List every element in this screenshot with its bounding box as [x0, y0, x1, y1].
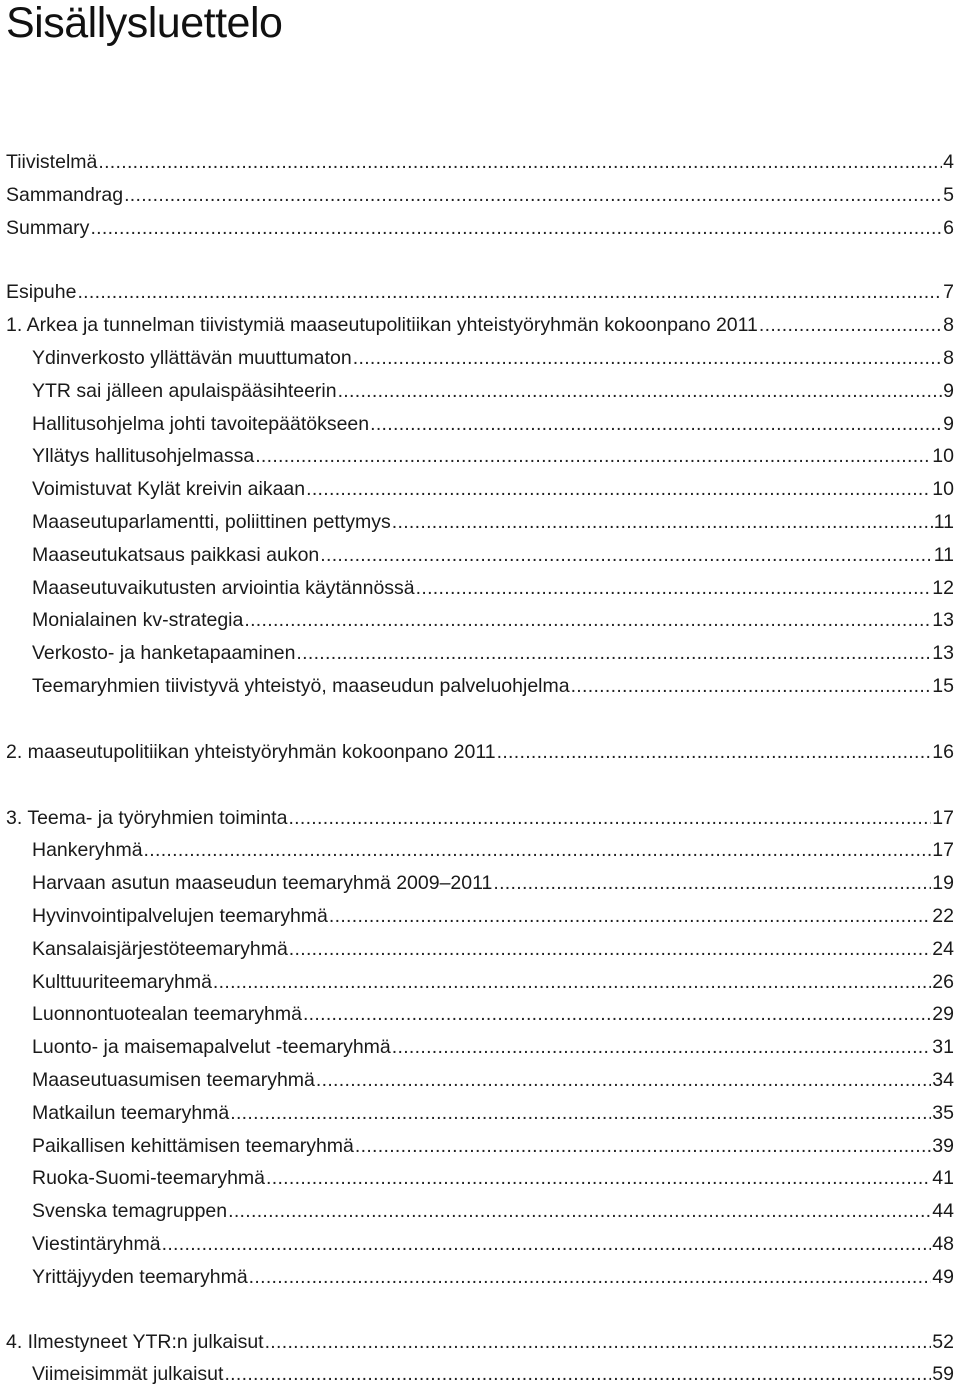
- page-title: Sisällysluettelo: [6, 0, 283, 47]
- toc-page-number: 4: [943, 151, 954, 173]
- toc-entry-title: Matkailun teemaryhmä: [32, 1101, 230, 1124]
- toc-entry[interactable]: [0, 1228, 954, 1261]
- toc-leader-dots: [306, 473, 931, 506]
- toc-entry[interactable]: [0, 1162, 954, 1195]
- toc-leader-dots: [144, 834, 932, 867]
- toc-entry[interactable]: [0, 342, 954, 375]
- toc-page-number: 7: [943, 281, 954, 304]
- toc-entry[interactable]: [0, 834, 954, 867]
- toc-leader-dots: [355, 1130, 931, 1163]
- toc-leader-dots: [213, 966, 931, 999]
- toc-entry[interactable]: [0, 146, 954, 179]
- toc-entry-title: Teemaryhmien tiivistyvä yhteistyö, maaseudun palveluohjelma: [32, 674, 570, 697]
- toc-leader-dots: [416, 572, 932, 605]
- toc-entry[interactable]: [0, 539, 954, 572]
- toc-page-number: 8: [943, 314, 954, 337]
- toc-leader-dots: [98, 146, 942, 179]
- toc-entry-title: Sammandrag: [6, 183, 124, 206]
- toc-entry[interactable]: [0, 1031, 954, 1064]
- toc-leader-dots: [266, 1162, 931, 1195]
- toc-entry[interactable]: [0, 1097, 954, 1130]
- toc-page-number: 11: [933, 543, 954, 566]
- toc-entry-title: Viestintäryhmä: [32, 1232, 161, 1255]
- toc-leader-dots: [316, 1064, 931, 1097]
- toc-leader-dots: [392, 1031, 932, 1064]
- toc-entry[interactable]: [0, 966, 954, 999]
- toc-entry-title: Hallitusohjelma johti tavoitepäätökseen: [32, 412, 370, 435]
- toc-leader-dots: [571, 670, 932, 703]
- toc-entry-title: Yllätys hallitusohjelmassa: [32, 445, 255, 468]
- toc-page-number: 24: [932, 937, 954, 960]
- toc-entry[interactable]: [0, 1261, 954, 1294]
- toc-leader-dots: [353, 342, 942, 375]
- toc-page-number: 10: [932, 478, 954, 501]
- toc-entry[interactable]: [0, 933, 954, 966]
- toc-entry[interactable]: [0, 375, 954, 408]
- toc-page-number: 17: [932, 839, 954, 862]
- toc-page-number: 48: [932, 1232, 954, 1255]
- toc-entry-title: Kansalaisjärjestöteemaryhmä: [32, 937, 288, 960]
- toc-entry-title: 2. maaseutupolitiikan yhteistyöryhmän kokoonpano 2011: [6, 740, 496, 763]
- toc-leader-dots: [162, 1228, 932, 1261]
- toc-entry-title: Hankeryhmä: [32, 839, 143, 862]
- toc-leader-dots: [288, 802, 931, 835]
- toc-page-number: 49: [932, 1265, 954, 1288]
- toc-page-number: 44: [932, 1200, 954, 1223]
- toc-page-number: 16: [932, 740, 954, 763]
- toc-entry[interactable]: [0, 440, 954, 473]
- toc-entry-title: Monialainen kv-strategia: [32, 609, 244, 632]
- toc-leader-dots: [228, 1195, 931, 1228]
- toc-entry-title: Paikallisen kehittämisen teemaryhmä: [32, 1134, 354, 1157]
- toc-entry-title: Maaseutukatsaus paikkasi aukon: [32, 543, 320, 566]
- toc-leader-dots: [249, 1261, 932, 1294]
- toc-page-number: 22: [932, 904, 954, 927]
- toc-leader-dots: [224, 1358, 931, 1391]
- toc-entry[interactable]: [0, 637, 954, 670]
- toc-entry[interactable]: [0, 670, 954, 703]
- toc-entry-title: Voimistuvat Kylät kreivin aikaan: [32, 478, 306, 501]
- toc-entry[interactable]: [0, 572, 954, 605]
- toc-group: [0, 276, 960, 702]
- toc-entry-title: 4. Ilmestyneet YTR:n julkaisut: [6, 1330, 264, 1353]
- toc-group: [0, 146, 960, 244]
- toc-entry-title: Harvaan asutun maaseudun teemaryhmä 2009–2011: [32, 872, 493, 895]
- toc-entry[interactable]: [0, 276, 954, 309]
- toc-entry-title: Maaseutuparlamentti, poliittinen pettymys: [32, 510, 391, 533]
- toc-entry-title: 1. Arkea ja tunnelman tiivistymiä maaseutupolitiikan yhteistyöryhmän kokoonpano 2011: [6, 314, 758, 337]
- toc-entry-title: Hyvinvointipalvelujen teemaryhmä: [32, 904, 328, 927]
- toc-entry-title: 3. Teema- ja työryhmien toiminta: [6, 806, 288, 829]
- toc-entry-title: Tiivistelmä: [6, 151, 98, 173]
- toc-page-number: 5: [943, 183, 954, 206]
- toc-leader-dots: [90, 212, 942, 245]
- toc-entry[interactable]: [0, 408, 954, 441]
- toc-leader-dots: [320, 539, 932, 572]
- toc-leader-dots: [289, 933, 932, 966]
- toc-entry-title: Svenska temagruppen: [32, 1200, 228, 1223]
- toc-entry[interactable]: [0, 1064, 954, 1097]
- toc-entry-title: Ruoka-Suomi-teemaryhmä: [32, 1167, 266, 1190]
- toc-leader-dots: [230, 1097, 931, 1130]
- toc-entry-title: Luonto- ja maisemapalvelut -teemaryhmä: [32, 1036, 391, 1059]
- toc-entry[interactable]: [0, 506, 954, 539]
- toc-page-number: 35: [932, 1101, 954, 1124]
- toc-entry[interactable]: [0, 309, 954, 342]
- toc-leader-dots: [759, 309, 942, 342]
- toc-page-number: 12: [932, 576, 954, 599]
- toc-page-number: 13: [932, 609, 954, 632]
- toc-entry[interactable]: [0, 604, 954, 637]
- toc-leader-dots: [244, 604, 931, 637]
- toc-entry[interactable]: [0, 867, 954, 900]
- toc-entry-title: Ydinverkosto yllättävän muuttumaton: [32, 346, 352, 369]
- toc-page-number: 34: [932, 1068, 954, 1091]
- toc-page-number: 9: [943, 379, 954, 402]
- toc-page-number: 59: [932, 1363, 954, 1386]
- toc-page-number: 6: [943, 216, 954, 239]
- toc-entry[interactable]: [0, 212, 954, 245]
- toc-page-number: 8: [943, 346, 954, 369]
- toc-entry[interactable]: [0, 1358, 954, 1391]
- toc-leader-dots: [265, 1326, 932, 1359]
- toc-entry-title: Maaseutuvaikutusten arviointia käytännössä: [32, 576, 415, 599]
- toc-entry-title: YTR sai jälleen apulaispääsihteerin: [32, 379, 337, 402]
- toc-entry-title: Luonnontuotealan teemaryhmä: [32, 1003, 302, 1026]
- toc-entry[interactable]: [0, 900, 954, 933]
- toc-page-number: 15: [932, 674, 954, 697]
- toc-page-number: 19: [932, 872, 954, 895]
- toc-page-number: 17: [932, 806, 954, 829]
- toc-group: [0, 736, 960, 769]
- toc-leader-dots: [124, 179, 942, 212]
- toc-page-number: 52: [932, 1330, 954, 1353]
- toc-leader-dots: [303, 998, 931, 1031]
- toc-page-number: 11: [933, 510, 954, 533]
- toc-leader-dots: [392, 506, 933, 539]
- toc-leader-dots: [338, 375, 943, 408]
- toc-entry-title: Verkosto- ja hanketapaaminen: [32, 642, 296, 665]
- toc-leader-dots: [329, 900, 931, 933]
- toc-leader-dots: [296, 637, 931, 670]
- toc-page-number: 29: [932, 1003, 954, 1026]
- toc-group: [0, 802, 960, 1294]
- toc-entry[interactable]: [0, 1195, 954, 1228]
- toc-page-number: 41: [932, 1167, 954, 1190]
- toc-page-number: 39: [932, 1134, 954, 1157]
- toc-entry[interactable]: [0, 736, 954, 769]
- toc-page-number: 10: [932, 445, 954, 468]
- toc-leader-dots: [77, 276, 942, 309]
- toc-leader-dots: [370, 408, 942, 441]
- toc-entry-title: Summary: [6, 216, 90, 239]
- toc-leader-dots: [497, 736, 932, 769]
- toc-entry[interactable]: [0, 179, 954, 212]
- toc-entry-title: Maaseutuasumisen teemaryhmä: [32, 1068, 315, 1091]
- toc-page-number: 26: [932, 970, 954, 993]
- toc-leader-dots: [493, 867, 931, 900]
- toc-entry-title: Viimeisimmät julkaisut: [32, 1363, 224, 1386]
- toc-page-number: 13: [932, 642, 954, 665]
- toc-page-number: 31: [932, 1036, 954, 1059]
- toc-entry-title: Kulttuuriteemaryhmä: [32, 970, 212, 993]
- toc-entry[interactable]: [0, 1130, 954, 1163]
- toc-entry-title: Esipuhe: [6, 281, 77, 304]
- toc-page-number: 9: [943, 412, 954, 435]
- toc-entry[interactable]: [0, 802, 954, 835]
- toc-entry-title: Yrittäjyyden teemaryhmä: [32, 1265, 248, 1288]
- toc-entry[interactable]: [0, 473, 954, 506]
- table-of-contents: [0, 146, 960, 1391]
- toc-leader-dots: [255, 440, 931, 473]
- toc-group: [0, 1326, 960, 1391]
- toc-entry[interactable]: [0, 1326, 954, 1359]
- toc-entry[interactable]: [0, 998, 954, 1031]
